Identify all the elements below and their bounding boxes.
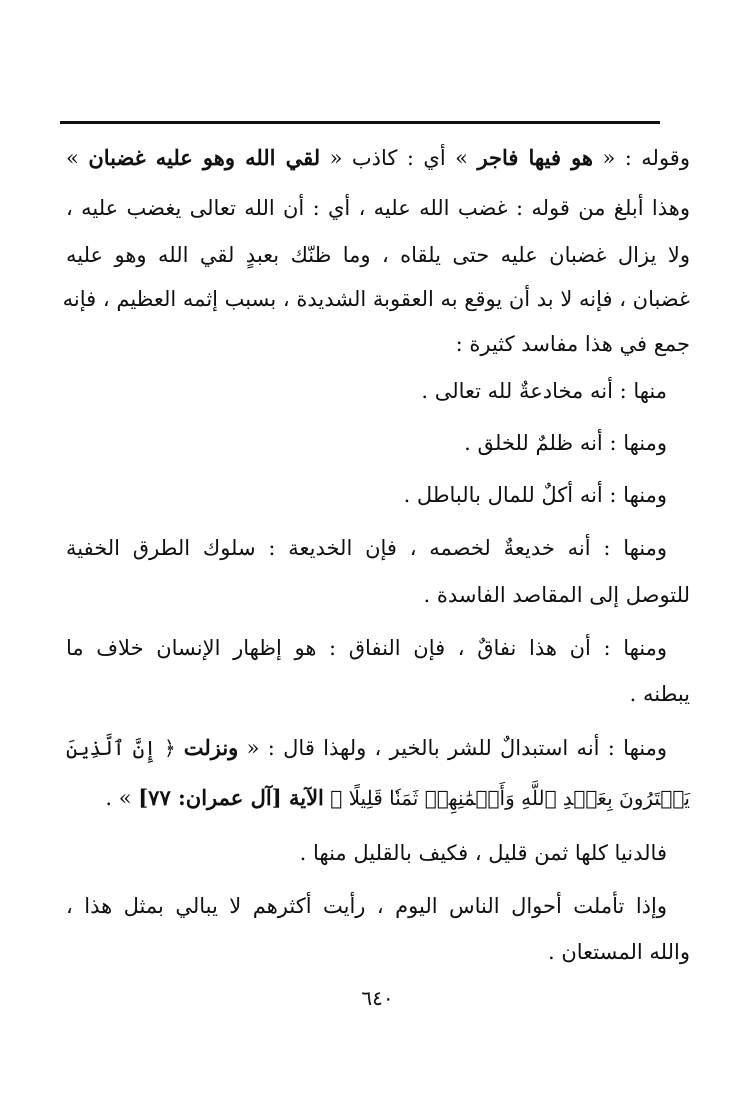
text-line-9: ومنها : أنه خديعةٌ لخصمه ، فإن الخديعة : سلوك الطرق الخفية [66, 536, 668, 560]
text-line-16: وإذا تأملت أحوال الناس اليوم ، رأيت أكثرهم لا يبالي بمثل هذا ، [66, 894, 667, 918]
text-line-11: ومنها : أن هذا نفاقٌ ، فإن النفاق : هو إظهار الإنسان خلاف ما [66, 636, 667, 660]
text-line-5: جمع في هذا مفاسد كثيرة : [455, 332, 690, 356]
text-line-4: غضبان ، فإنه لا بد أن يوقع به العقوبة الشديدة ، بسبب إثمه العظيم ، فإنه [62, 287, 690, 311]
text-line-14 [105, 783, 690, 813]
emphasis-word: ونزلت [183, 735, 239, 760]
text-line-8: ومنها : أنه أكلٌ للمال بالباطل . [403, 483, 667, 507]
text-segment: » أي : كاذب « [320, 146, 478, 170]
quran-verse: يَشۡتَرُونَ بِعَهۡدِ ٱللَّهِ وَأَيۡمَٰنِهِمۡ ثَمَنٗا قَلِيلًا [348, 786, 690, 810]
text-segment: وقوله : « [593, 146, 690, 170]
verse-bracket: ﴾ [323, 786, 349, 810]
text-line-3: ولا يزال غضبان عليه حتى يلقاه ، وما ظنّك بعبدٍ لقي الله وهو عليه [66, 243, 690, 267]
text-segment: » [66, 146, 89, 170]
text-line-17: والله المستعان . [547, 940, 690, 964]
text-line-6: منها : أنه مخادعةٌ لله تعالى . [421, 379, 667, 403]
header-rule [60, 121, 660, 124]
text-line-15: فالدنيا كلها ثمن قليل ، فكيف بالقليل منها . [299, 841, 667, 865]
text-line-10: للتوصل إلى المقاصد الفاسدة . [423, 583, 690, 607]
text-line-1 [66, 143, 690, 173]
quoted-phrase: هو فيها فاجر [477, 145, 593, 170]
quran-verse: ﴿ إِنَّ ٱلَّذِينَ [66, 736, 184, 760]
verse-reference: الآية [آل عمران: ٧٧] [138, 785, 324, 810]
text-line-13 [66, 733, 667, 763]
quoted-phrase: لقي الله وهو عليه غضبان [88, 145, 321, 170]
text-line-12: يبطنه . [629, 682, 690, 706]
text-segment: » . [105, 786, 139, 810]
text-segment: ومنها : أنه استبدالٌ للشر بالخير ، ولهذا قال : « [238, 736, 667, 760]
text-line-7: ومنها : أنه ظلمٌ للخلق . [464, 431, 667, 455]
text-line-2: وهذا أبلغ من قوله : غضب الله عليه ، أي : أن الله تعالى يغضب عليه ، [66, 196, 690, 220]
page-number: ٦٤٠ [361, 986, 394, 1010]
